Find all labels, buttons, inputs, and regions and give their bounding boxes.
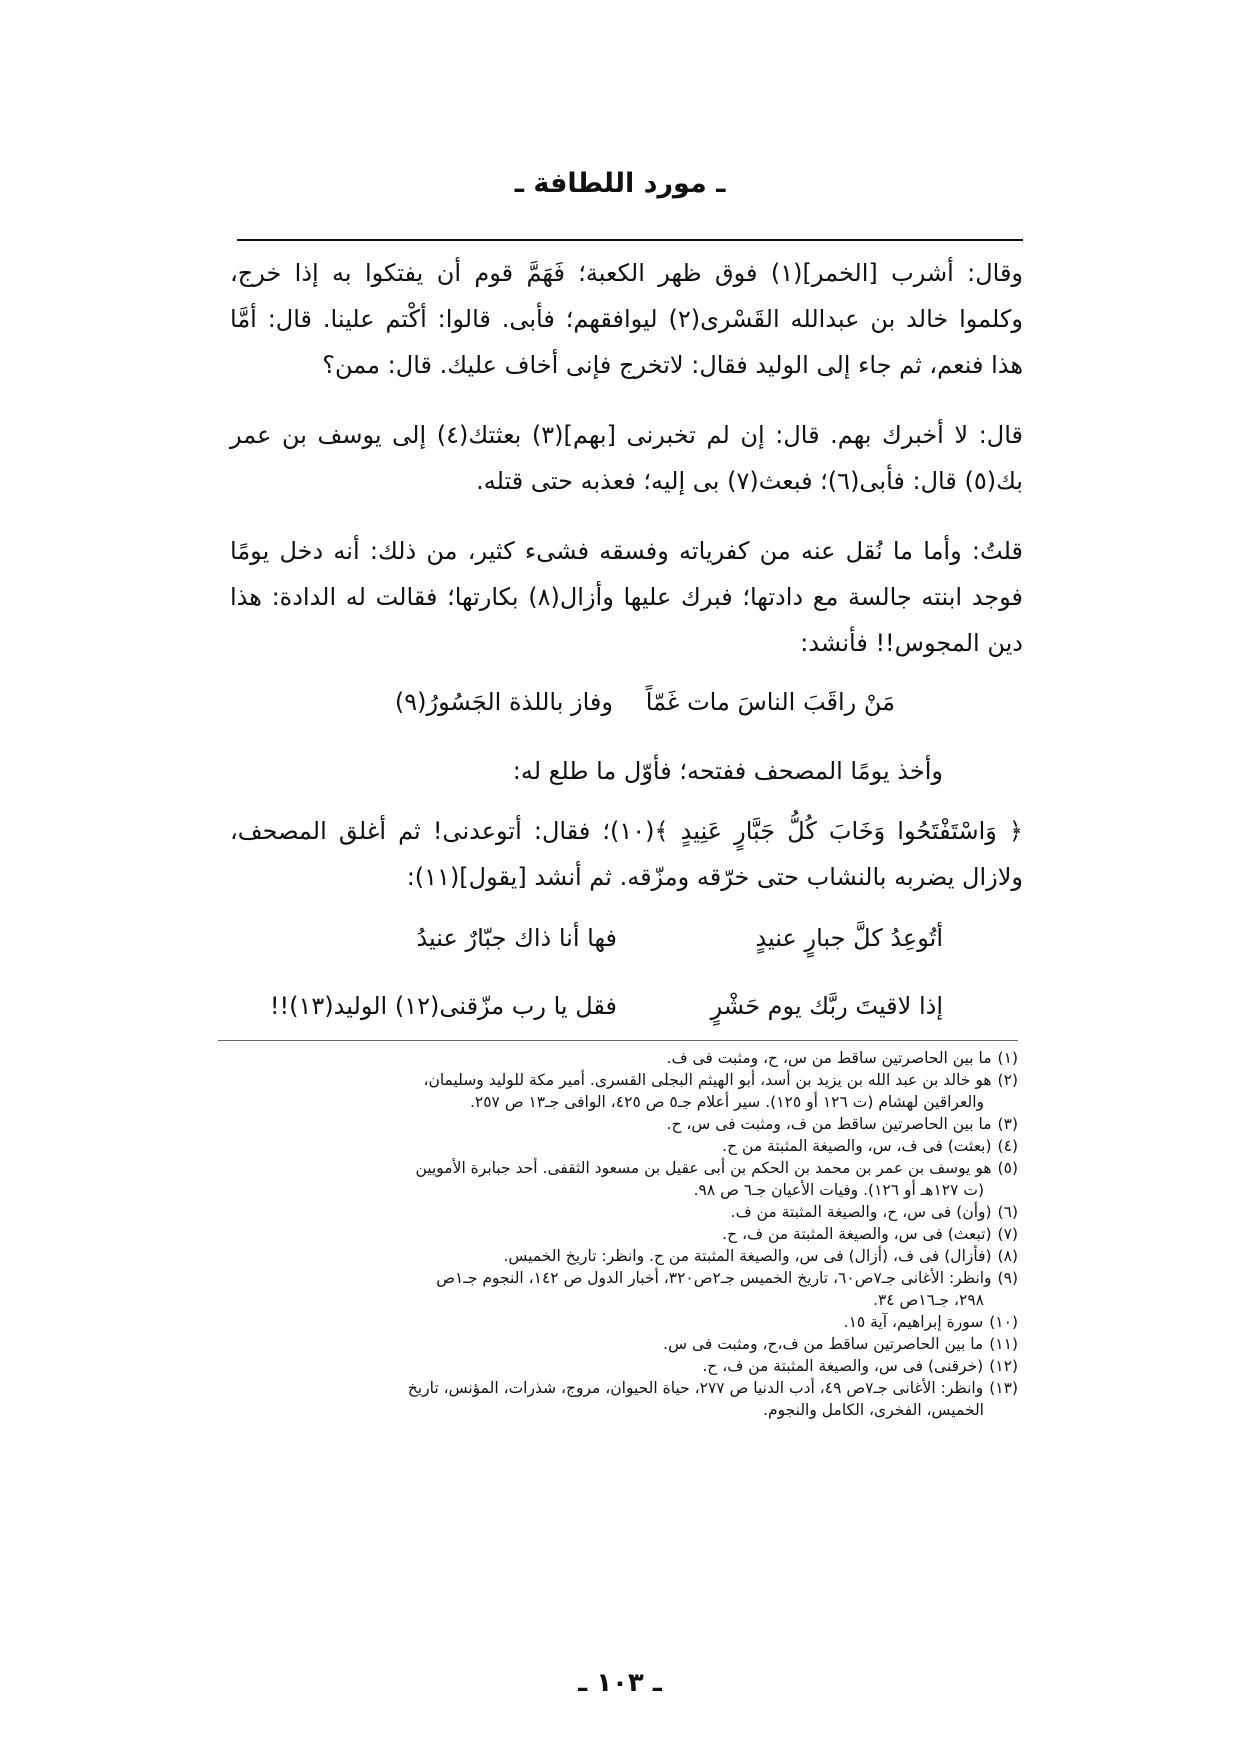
footnote: (١٠)سورة إبراهيم، آية ١٥. — [843, 1313, 1018, 1331]
footnote: (١٢)(خرقنى) فى س، والصيغة المثبتة من ف، ح. — [702, 1357, 1018, 1375]
paragraph-3: قلتُ: وأما ما نُقل عنه من كفرياته وفسقه فشىء كثير، من ذلك: أنه دخل يومًا فوجد ابنته جالسة مع دادتها؛ فبرك عليها وأزال(٨) بكارتها؛ فقالت له الدادة: هذا دين المجوس!! فأنشد: — [230, 537, 1024, 657]
footnote: (٦)(وأن) فى س، ح، والصيغة المثبتة من ف. — [730, 1203, 1018, 1221]
paragraph-2: قال: لا أخبرك بهم. قال: إن لم تخبرنى [بهم](٣) بعثتك(٤) إلى يوسف بن عمر بك(٥) قال: فأبى(٦)؛ فبعث(٧) بى إليه؛ فعذبه حتى قتله. — [230, 421, 1023, 495]
verse-2-line-2-second-hemistich: فقل يا رب مزّقنى(١٢) الوليد(١٣)!! — [269, 992, 617, 1020]
footnote: (٤)(بعثت) فى ف، س، والصيغة المثبتة من ح. — [722, 1137, 1018, 1155]
footnote: (١)ما بين الحاصرتين ساقط من س، ح، ومثبت فى ف. — [666, 1049, 1018, 1067]
footnote: (٣)ما بين الحاصرتين ساقط من ف، ومثبت فى س، ح. — [666, 1115, 1018, 1133]
paragraph-1: وقال: أشرب [الخمر](١) فوق ظهر الكعبة؛ فَهَمَّ قوم أن يفتكوا به إذا خرج، وكلموا خالد بن عبدالله القَسْرى(٢) ليوافقهم؛ فأبى. قالوا: أكْتم علينا. قال: أمَّا هذا فنعم، ثم جاء إلى الوليد فقال: لاتخرج فإنى أخاف عليك. قال: ممن؟ — [230, 259, 1024, 379]
footnote: (٢)هو خالد بن عبد الله بن يزيد بن أسد، أبو الهيثم البجلى القسرى. أمير مكة للوليد وسليمان، والعراقين لهشام (ت ١٢٦ أو ١٢٥). سير أعلام جـ٥ ص ٤٢٥، الوافى جـ١٣ ص ٢٥٧. — [423, 1071, 1018, 1111]
verse-2-line-1 — [230, 924, 1023, 970]
verse-2-line-2 — [230, 992, 1023, 1038]
footnotes — [218, 1040, 1018, 1421]
footnote: (٨)(فأزال) فى ف، (أزال) فى س، والصيغة المثبتة من ح. وانظر: تاريخ الخميس. — [503, 1247, 1018, 1265]
verse-1 — [230, 688, 1023, 734]
footnote: (٩)وانظر: الأغانى جـ٧ص٦٠، تاريخ الخميس جـ٢ص٣٢٠، أخبار الدول ص ١٤٢، النجوم جـ١ص ٢٩٨، جـ١٦ص ٣٤. — [436, 1269, 1018, 1309]
verse-1-first-hemistich: مَنْ راقَبَ الناسَ مات غَمّاً — [645, 688, 895, 716]
paragraph-4: وأخذ يومًا المصحف ففتحه؛ فأوّل ما طلع له: — [512, 757, 943, 785]
footnote: (٧)(تبعث) فى س، والصيغة المثبتة من ف، ح. — [722, 1225, 1018, 1243]
verse-2-line-1-first-hemistich: أتُوعِدُ كلَّ جبارٍ عنيدٍ — [755, 924, 943, 952]
running-header: ـ مورد اللطافة ـ — [514, 168, 726, 199]
verse-1-second-hemistich: وفاز باللذة الجَسُورُ(٩) — [394, 688, 613, 716]
verse-2-line-1-second-hemistich: فها أنا ذاك جبّارٌ عنيدُ — [416, 924, 617, 952]
verse-2-line-2-first-hemistich: إذا لاقيتَ ربَّك يوم حَشْرٍ — [710, 992, 943, 1020]
footnote: (١١)ما بين الحاصرتين ساقط من ف،ح، ومثبت فى س. — [663, 1335, 1018, 1353]
footnote: (١٣)وانظر: الأغانى جـ٧ص ٤٩، أدب الدنيا ص ٢٧٧، حياة الحيوان، مروج، شذرات، المؤنس، تاريخ الخميس، الفخرى، الكامل والنجوم. — [407, 1379, 1018, 1419]
page-number: ـ ١٠٣ ـ — [578, 1668, 662, 1698]
footnote: (٥)هو يوسف بن عمر بن محمد بن الحكم بن أبى عقيل بن مسعود الثقفى. أحد جبابرة الأمويين (ت ١٢٧هـ أو ١٢٦). وفيات الأعيان جـ٦ ص ٩٨. — [415, 1159, 1018, 1199]
paragraph-5: ﴿ وَاسْتَفْتَحُوا وَخَابَ كُلُّ جَبَّارٍ عَنِيدٍ ﴾(١٠)؛ فقال: أتوعدنى! ثم أغلق المصحف، ولازال يضربه بالنشاب حتى خرّقه ومزّقه. ثم أنشد [يقول](١١): — [230, 817, 1023, 891]
header-divider — [237, 239, 1023, 241]
